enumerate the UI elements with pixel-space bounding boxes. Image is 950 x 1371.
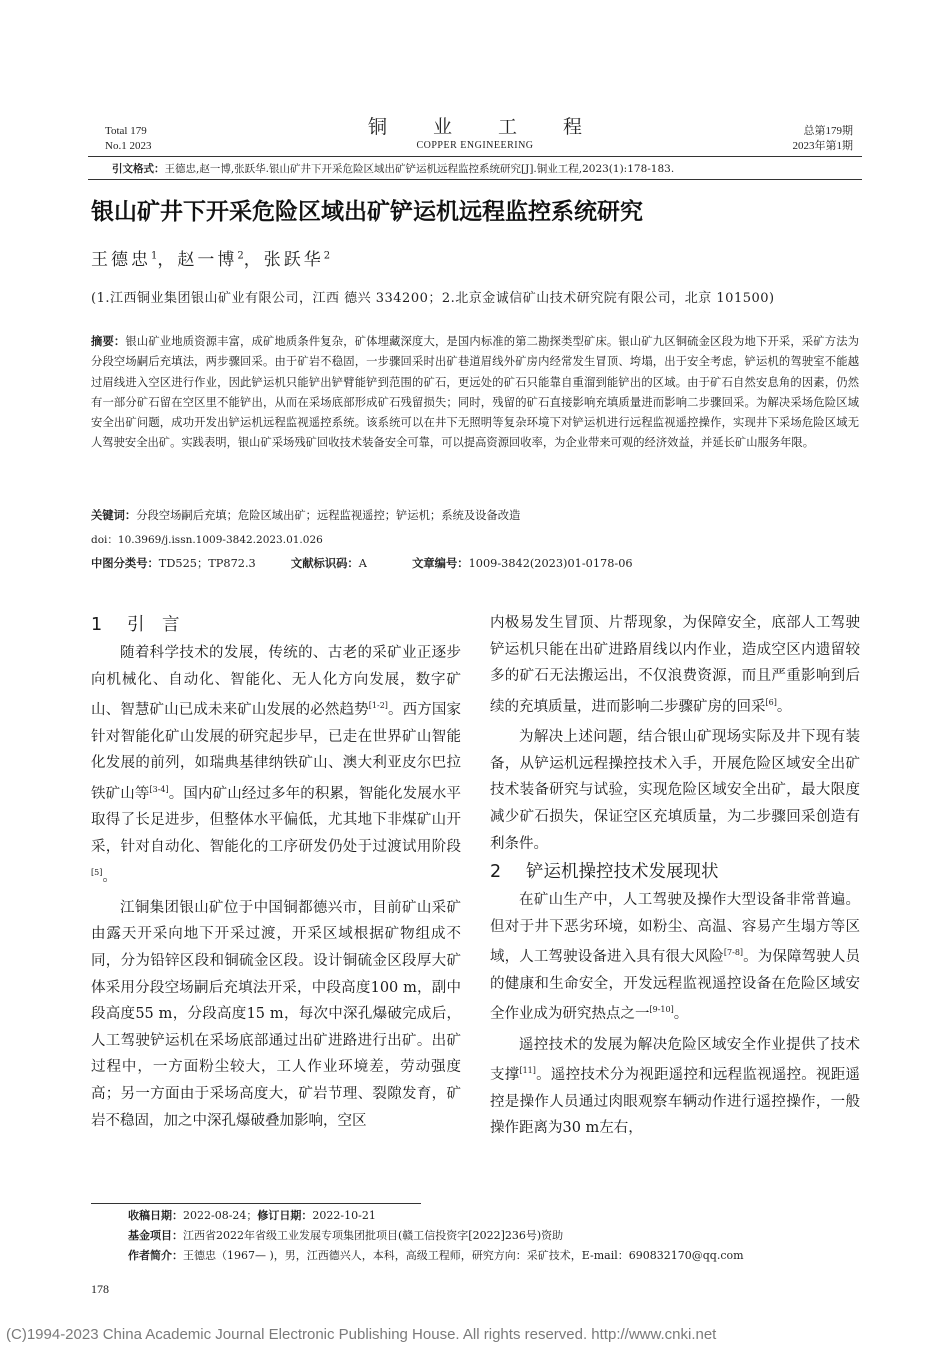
doc-code-value: A (358, 557, 367, 570)
author-name: 张跃华 (263, 250, 324, 270)
keywords-text: 分段空场嗣后充填；危险区域出矿；远程监视遥控；铲运机；系统及设备改造 (136, 509, 521, 522)
author-name: 赵一博 (177, 250, 238, 270)
keywords-label: 关键词： (91, 509, 137, 522)
footnotes (128, 1206, 858, 1266)
abstract-text: 银山矿业地质资源丰富，成矿地质条件复杂，矿体埋藏深度大，是国内标准的第二勘探类型矿床。银山矿九区铜硫金区段为地下开采，采矿方法为分段空场嗣后充填法，两步骤回采。由于矿岩不稳固，一步骤回采时出矿巷道眉线外矿房内经常发生冒顶、垮塌，出于安全考虑，铲运机的驾驶室不能越过眉线进入空区进行作业，因此铲运机只能铲出铲臂能铲到范围的矿石，更远处的矿石只能靠自重溜到能铲出的区域。由于矿石自然安息角的因素，仍然有一部分矿石留在空区里不能铲出，从而在采场底部形成矿石残留损失；同时，残留的矿石直接影响充填质量进而影响二步骤回采。为解决采场危险区域安全出矿问题，成功开发出铲运机远程监视遥控系统。该系统可以在井下无照明等复杂环境下对铲运机进行远程监视遥控操作，实现井下采场危险区域无人驾驶安全出矿。实践表明，银山矿采场残矿回收技术装备安全可靠，可以提高资源回收率，为企业带来可观的经济效益，并延长矿山服务年限。 (91, 335, 859, 450)
copyright-footer: (C)1994-2023 China Academic Journal Electronic Publishing House. All rights reserved. http://www.cnki.net (6, 1326, 717, 1343)
paragraph: 内极易发生冒顶、片帮现象，为保障安全，底部人工驾驶铲运机只能在出矿进路眉线以内作业，造成空区内遗留较多的矿石无法搬运出，不仅浪费资源，而且严重影响到后续的充填质量，进而影响二步骤矿房的回采[6]。 (490, 615, 860, 715)
header-rule-bottom (88, 179, 862, 180)
body-left-column (91, 610, 461, 1134)
header-issue-en: No.1 2023 (105, 140, 152, 152)
header-issue-cn: 2023年第1期 (792, 140, 853, 152)
footnote-rule (91, 1203, 421, 1204)
doi: doi：10.3969/j.issn.1009-3842.2023.01.026 (91, 534, 323, 546)
paragraph: 在矿山生产中，人工驾驶及操作大型设备非常普遍。但对于井下恶劣环境，如粉尘、高温、容易产生塌方等区域，人工驾驶设备进入具有很大风险[7-8]。为保障驾驶人员的健康和生命安全，开发远程监视遥控设备在危险区域安全作业成为研究热点之一[9-10]。 (490, 892, 861, 1023)
section-heading-2: 2 铲运机操控技术发展现状 (490, 862, 719, 883)
journal-title-en: COPPER ENGINEERING (416, 140, 534, 151)
abstract-label: 摘要： (91, 335, 126, 348)
paragraph: 江铜集团银山矿位于中国铜都德兴市，目前矿山采矿由露天开采向地下开采过渡，开采区域根据矿物组成不同，分为铅锌区段和铜硫金区段。设计铜硫金区段厚大矿体采用分段空场嗣后充填法开采，中段高度100 m，副中段高度55 m，分段高度15 m，每次中深孔爆破完成后，人工驾驶铲运机在采场底部通过出矿进路进行出矿。出矿过程中，一方面粉尘较大，工人作业环境差，劳动强度高；另一方面由于采场高度大，矿岩节理、裂隙发育，矿岩不稳固，加之中深孔爆破叠加影响，空区 (91, 899, 461, 1129)
citation (112, 162, 674, 176)
header-rule-top (88, 156, 862, 157)
page-number: 178 (91, 1282, 109, 1296)
footnote-author: 作者简介：王德忠（1967— )，男，江西德兴人，本科，高级工程师，研究方向：采矿技术，E-mail：690832170@qq.com (128, 1249, 744, 1262)
citation-text: 王德忠,赵一博,张跃华.银山矿井下开采危险区域出矿铲运机远程监控系统研究[J].铜业工程,2023(1):178-183. (164, 163, 675, 175)
abstract (91, 332, 859, 454)
journal-title-cn: 铜 业 工 程 (367, 116, 603, 138)
body-right-column (490, 610, 860, 1142)
classification: 中图分类号：TD525；TP872.3 文献标识码：A 文章编号：1009-3842(2023)01-0178-06 (91, 557, 633, 570)
paragraph: 随着科学技术的发展，传统的、古老的采矿业正逐步向机械化、自动化、智能化、无人化方向发展，数字矿山、智慧矿山已成未来矿山发展的必然趋势[1-2]。西方国家针对智能化矿山发展的研究起步早，已走在世界矿山智能化发展的前列，如瑞典基律纳铁矿山、澳大利亚皮尔巴拉铁矿山等[3-4]。国内矿山经过多年的积累，智能化发展水平取得了长足进步，但整体水平偏低，尤其地下非煤矿山开采，针对自动化、智能化的工序研发仍处于过渡试用阶段[5]。 (91, 645, 462, 886)
author-list: 王德忠$^1$，赵一博$^2$，张跃华$^2$ (91, 250, 331, 270)
reference-link[interactable]: [1-2] (368, 701, 388, 711)
header-total-cn: 总第179期 (803, 125, 853, 137)
reference-link[interactable]: [11] (519, 1066, 536, 1076)
citation-label: 引文格式： (112, 163, 165, 175)
paragraph: 为解决上述问题，结合银山矿现场实际及井下现有装备，从铲运机远程操控技术入手，开展危险区域安全出矿技术装备研究与试验，实现危险区域安全出矿，最大限度减少矿石损失，保证空区充填质量，为二步骤回采创造有利条件。 (490, 729, 860, 852)
reference-link[interactable]: [9-10] (649, 1005, 674, 1015)
article-number-value: 1009-3842(2023)01-0178-06 (468, 557, 633, 570)
reference-link[interactable]: [6] (765, 697, 777, 707)
clc-value: TD525；TP872.3 (158, 557, 256, 570)
reference-link[interactable]: [5] (91, 868, 103, 878)
section-heading-1: 1 引 言 (91, 615, 180, 635)
reference-link[interactable]: [7-8] (723, 948, 744, 958)
footnote-dates: 收稿日期：2022-08-24；修订日期：2022-10-21 (128, 1209, 376, 1222)
author-name: 王德忠 (91, 250, 151, 270)
footnote-fund: 基金项目：江西省2022年省级工业发展专项集团批项目(赣工信投资字[2022]236号)资助 (128, 1229, 564, 1242)
paper-title: 银山矿井下开采危险区域出矿铲运机远程监控系统研究 (91, 199, 643, 225)
paragraph: 遥控技术的发展为解决危险区域安全作业提供了技术支撑[11]。遥控技术分为视距遥控和远程监视遥控。视距遥控是操作人员通过肉眼观察车辆动作进行遥控操作，一般操作距离为30 m左右， (490, 1036, 861, 1137)
header-total-en: Total 179 (105, 125, 147, 137)
affiliation: (1.江西铜业集团银山矿业有限公司，江西 德兴 334200；2.北京金诚信矿山技术研究院有限公司，北京 101500) (91, 291, 775, 306)
reference-link[interactable]: [3-4] (149, 784, 169, 794)
keywords (91, 508, 859, 524)
